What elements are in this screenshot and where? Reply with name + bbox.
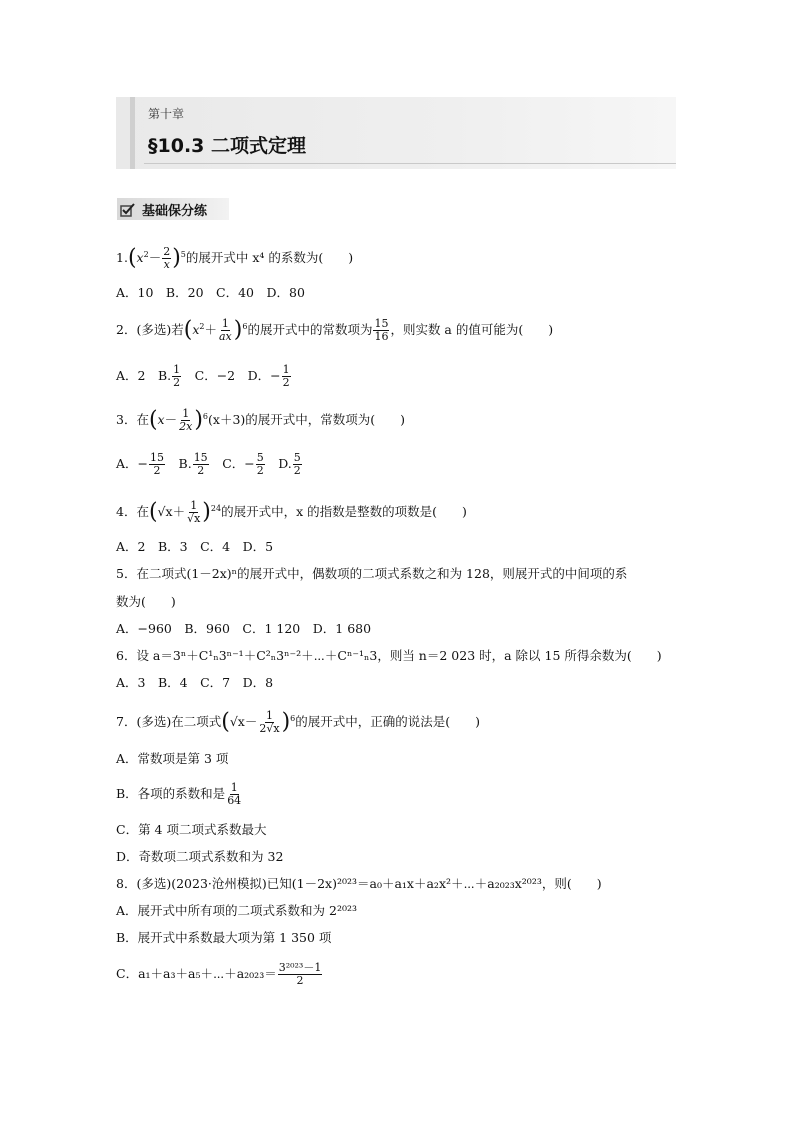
question-6: 6．设 a＝3ⁿ＋C¹ₙ3ⁿ⁻¹＋C²ₙ3ⁿ⁻²＋⋯＋Cⁿ⁻¹ₙ3，则当 n＝2 023 时，a 除以 15 所得余数为( ) [116, 648, 662, 663]
q2-opt-ab: A．2 B. [116, 368, 172, 383]
fraction: $\frac{5}{2}$ [293, 451, 301, 477]
chapter-header [116, 97, 676, 169]
q8-c-text: C．a₁＋a₃＋a₅＋⋯＋a₂₀₂₃＝ [116, 966, 277, 981]
header-accent-bar [130, 97, 135, 169]
fraction: $\frac{1}{2}$ [173, 363, 181, 389]
q3-text: (x＋3)的展开式中，常数项为( ) [208, 412, 406, 428]
fraction: $\frac{15}{16}$ [374, 317, 389, 344]
q6-options: A．3 B．4 C．7 D．8 [116, 675, 274, 690]
chapter-label: 第十章 [148, 107, 185, 121]
fraction: $\frac{1}{2√x}$ [259, 709, 280, 736]
question-8: 8．(多选)(2023·沧州模拟)已知(1－2x)²⁰²³＝a₀＋a₁x＋a₂x²＋⋯＋a₂₀₂₃x²⁰²³，则( ) [116, 876, 602, 891]
q2-text2: ，则实数 a 的值可能为( ) [390, 322, 554, 338]
header-divider [144, 163, 676, 164]
fraction: $\frac{15}{2}$ [150, 451, 165, 477]
checkbox-icon [120, 202, 136, 216]
question-2: 2．(多选)若($x^2+$ $\frac{1}{ax}$ )$^6$的展开式中的常数项为 $\frac{15}{16}$ ，则实数 a 的值可能为( ) [116, 317, 554, 344]
q4-text: 的展开式中，x 的指数是整数的项数是( ) [221, 504, 467, 520]
q5-line1: 5．在二项式(1－2x)ⁿ的展开式中，偶数项的二项式系数之和为 128，则展开式的中间项的系 [116, 566, 628, 581]
q2-opt-cd: C．−2 D．− [182, 368, 281, 383]
q7-option-c: C．第 4 项二项式系数最大 [116, 822, 267, 837]
fraction: $\frac{1}{√x}$ [187, 499, 201, 526]
q8-option-c [116, 962, 323, 987]
practice-badge [117, 198, 229, 220]
q3-opt-b: B. [166, 456, 192, 471]
q7-text: 的展开式中，正确的说法是( ) [295, 714, 481, 730]
q5-options: A．−960 B．960 C．1 120 D．1 680 [116, 621, 372, 636]
q3-prefix: 3．在 [116, 412, 149, 428]
section-title: §10.3 二项式定理 [148, 135, 306, 157]
q8-option-a: A．展开式中所有项的二项式系数和为 2²⁰²³ [116, 903, 357, 918]
q5-line2: 数为( ) [116, 594, 176, 609]
question-3: 3．在(x－ $\frac{1}{2x}$ )$^6$(x＋3)的展开式中，常数项为( ) [116, 407, 406, 434]
q7-b-text: B．各项的系数和是 [116, 786, 226, 801]
sqrt-x: √x [229, 714, 245, 730]
badge-label: 基础保分练 [142, 203, 208, 219]
fraction: $\frac{5}{2}$ [256, 451, 264, 477]
fraction: $\frac{\text{3²⁰²³－1}}{2}$ [278, 961, 322, 987]
q7-prefix: 7．(多选)在二项式 [116, 714, 222, 730]
sqrt-x: √x [157, 504, 173, 520]
q8-option-b: B．展开式中系数最大项为第 1 350 项 [116, 930, 332, 945]
question-1: $1.(x^2-$ $\frac{2}{x}$ )$^5$的展开式中 x⁴ 的系数为( ) [116, 245, 354, 272]
q7-option-a: A．常数项是第 3 项 [116, 751, 229, 766]
q4-prefix: 4．在 [116, 504, 149, 520]
q3-opt-c: C．− [209, 456, 255, 471]
fraction: $\frac{2}{x}$ [163, 245, 171, 272]
q3-opt-a: A．− [116, 456, 149, 471]
fraction: $\frac{1}{2}$ [282, 363, 290, 389]
q1-number: 1. [116, 250, 128, 266]
q2-prefix: 2．(多选)若 [116, 322, 184, 338]
q2-text: 的展开式中的常数项为 [247, 322, 373, 338]
q3-options [116, 452, 303, 477]
q2-options [116, 364, 292, 389]
question-4: 4．在(√x＋ $\frac{1}{√x}$ )$^{24}$的展开式中，x 的指数是整数的项数是( ) [116, 499, 467, 526]
q1-text: 的展开式中 x⁴ 的系数为( ) [185, 250, 354, 266]
question-7: 7．(多选)在二项式(√x－ $\frac{1}{2√x}$ )$^6$的展开式中，正确的说法是( ) [116, 709, 481, 736]
q7-option-b [116, 782, 243, 807]
fraction: $\frac{15}{2}$ [193, 451, 208, 477]
fraction: $\frac{1}{ax}$ [218, 317, 232, 344]
q4-options: A．2 B．3 C．4 D．5 [116, 539, 274, 554]
fraction: $\frac{1}{64}$ [227, 781, 242, 807]
q7-option-d: D．奇数项二项式系数和为 32 [116, 849, 284, 864]
fraction: $\frac{1}{2x}$ [179, 407, 193, 434]
q3-opt-d: D. [265, 456, 292, 471]
q1-options: A．10 B．20 C．40 D．80 [116, 285, 305, 300]
